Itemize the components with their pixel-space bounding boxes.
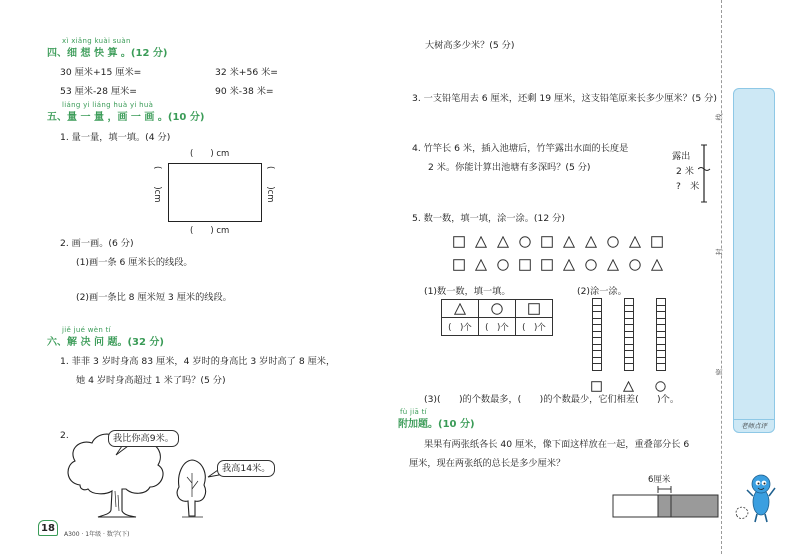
mascot-icon [733, 466, 779, 526]
square-shape [519, 259, 531, 271]
small-tree [177, 460, 205, 517]
overlap-label: 6厘米 [648, 475, 671, 485]
triangle-shape [475, 236, 487, 248]
teacher-comment-label: 老师点评 [734, 419, 774, 433]
count-table-head-cell [479, 300, 516, 318]
rect-right-label: ( )cm [265, 166, 275, 203]
bar-shape-icon [591, 377, 602, 388]
question-draw: 2. 画一画。(6 分) [60, 238, 134, 249]
speech-bubble-small-tree: 我高14米。 [217, 460, 275, 477]
section6-title: 六、解 决 问 题。(32 分) [47, 337, 164, 348]
triangle-shape [651, 259, 663, 271]
pole-diagram [698, 143, 714, 205]
bar-shape-icon [655, 377, 666, 388]
bar-column-2 [624, 298, 634, 370]
paper-overlap-diagram [610, 485, 720, 519]
problem2-question: 大树高多少米？(5 分) [425, 40, 515, 51]
triangle-shape [563, 236, 575, 248]
problem1-line1: 1. 菲菲 3 岁时身高 83 厘米，4 岁时的身高比 3 岁时高了 8 厘米， [60, 356, 336, 367]
problem5-sub1: (1)数一数，填一填。 [424, 286, 511, 297]
count-table-answers [442, 318, 553, 336]
extra-line2: 厘米，现在两张纸的总长是多少厘米？ [409, 458, 566, 469]
square-shape [453, 236, 465, 248]
paper-2 [658, 495, 718, 517]
calc-item: 32 米+56 米= [215, 67, 278, 78]
pole-exposed-length: 2 米 [676, 166, 694, 177]
binding-mark: 密 [715, 368, 724, 376]
square-shape [453, 259, 465, 271]
book-info: A300 · 1年级 · 数学(下) [64, 531, 130, 538]
circle-shape [497, 259, 509, 271]
count-table [441, 299, 553, 336]
problem5-title: 5. 数一数，填一填，涂一涂。(12 分) [412, 213, 565, 224]
question-draw-2: (2)画一条比 8 厘米短 3 厘米的线段。 [76, 292, 232, 303]
shape-row-1 [453, 236, 663, 248]
count-answer-cell: ( )个 [442, 318, 479, 336]
page-number: 18 [38, 520, 58, 536]
section5-title: 五、量 一 量 ，画 一 画 。(10 分) [47, 112, 205, 123]
count-table-head-cell [442, 300, 479, 318]
bar-column-1 [592, 298, 602, 370]
section6-pinyin: jiě jué wèn tí [62, 326, 111, 334]
table-shape-icon [528, 303, 540, 315]
bar-cell [624, 363, 634, 371]
problem1-line2: 她 4 岁时身高超过 1 米了吗？(5 分) [76, 375, 226, 386]
problem2-number: 2. [60, 430, 69, 441]
bar-shape-icon [623, 377, 634, 388]
triangle-shape [629, 236, 641, 248]
square-shape [541, 236, 553, 248]
speech-bubble-big-tree: 我比你高9米。 [108, 430, 179, 447]
pole-exposed-label: 露出 [672, 151, 691, 162]
extra-pinyin: fù jiā tí [400, 408, 427, 416]
problem5-sub2: (2)涂一涂。 [577, 286, 627, 297]
count-answer-cell: ( )个 [479, 318, 516, 336]
binding-line [721, 0, 722, 554]
binding-mark: 封 [715, 248, 724, 256]
extra-line1: 果果有两张纸各长 40 厘米，像下面这样放在一起，重叠部分长 6 [424, 439, 690, 450]
pole-unknown-depth: ? 米 [676, 181, 700, 192]
teacher-comment-panel [733, 88, 775, 433]
square-shape [651, 236, 663, 248]
circle-shape [585, 259, 597, 271]
calc-item: 53 厘米-28 厘米= [60, 86, 137, 97]
count-table-header [442, 300, 553, 318]
count-answer-cell: ( )个 [516, 318, 553, 336]
section4-title: 四、细 想 快 算 。(12 分) [47, 48, 168, 59]
calc-item: 90 米-38 米= [215, 86, 274, 97]
triangle-shape [563, 259, 575, 271]
table-shape-icon [454, 303, 466, 315]
question-measure: 1. 量一量，填一填。(4 分) [60, 132, 171, 143]
rect-top-label: ( ) cm [190, 149, 230, 159]
square-shape [541, 259, 553, 271]
measure-rectangle [168, 163, 262, 222]
triangle-shape [475, 259, 487, 271]
problem3: 3. 一支铅笔用去 6 厘米，还剩 19 厘米，这支铅笔原来长多少厘米？(5 分) [412, 93, 717, 104]
circle-shape [607, 236, 619, 248]
rect-bottom-label: ( ) cm [190, 226, 230, 236]
extra-title: 附加题。(10 分) [398, 419, 475, 430]
section4-pinyin: xì xiǎng kuài suàn [62, 37, 131, 45]
binding-mark: 线 [715, 113, 724, 121]
problem4-line1: 4. 竹竿长 6 米，插入池塘后，竹竿露出水面的长度是 [412, 143, 629, 154]
problem4-line2: 2 米。你能计算出池塘有多深吗？(5 分) [428, 162, 591, 173]
count-table-head-cell [516, 300, 553, 318]
rect-left-label: ( )cm [152, 166, 162, 203]
bar-cell [656, 363, 666, 371]
triangle-shape [607, 259, 619, 271]
triangle-shape [497, 236, 509, 248]
table-shape-icon [491, 303, 503, 315]
bar-column-3 [656, 298, 666, 370]
problem5-sub3: (3)( )的个数最多，( )的个数最少，它们相差( )个。 [424, 394, 680, 405]
section5-pinyin: liáng yi liáng huà yi huà [62, 101, 154, 109]
circle-shape [629, 259, 641, 271]
triangle-shape [585, 236, 597, 248]
bar-cell [592, 363, 602, 371]
circle-shape [519, 236, 531, 248]
shape-row-2 [453, 259, 663, 271]
question-draw-1: (1)画一条 6 厘米长的线段。 [76, 257, 193, 268]
calc-item: 30 厘米+15 厘米= [60, 67, 142, 78]
